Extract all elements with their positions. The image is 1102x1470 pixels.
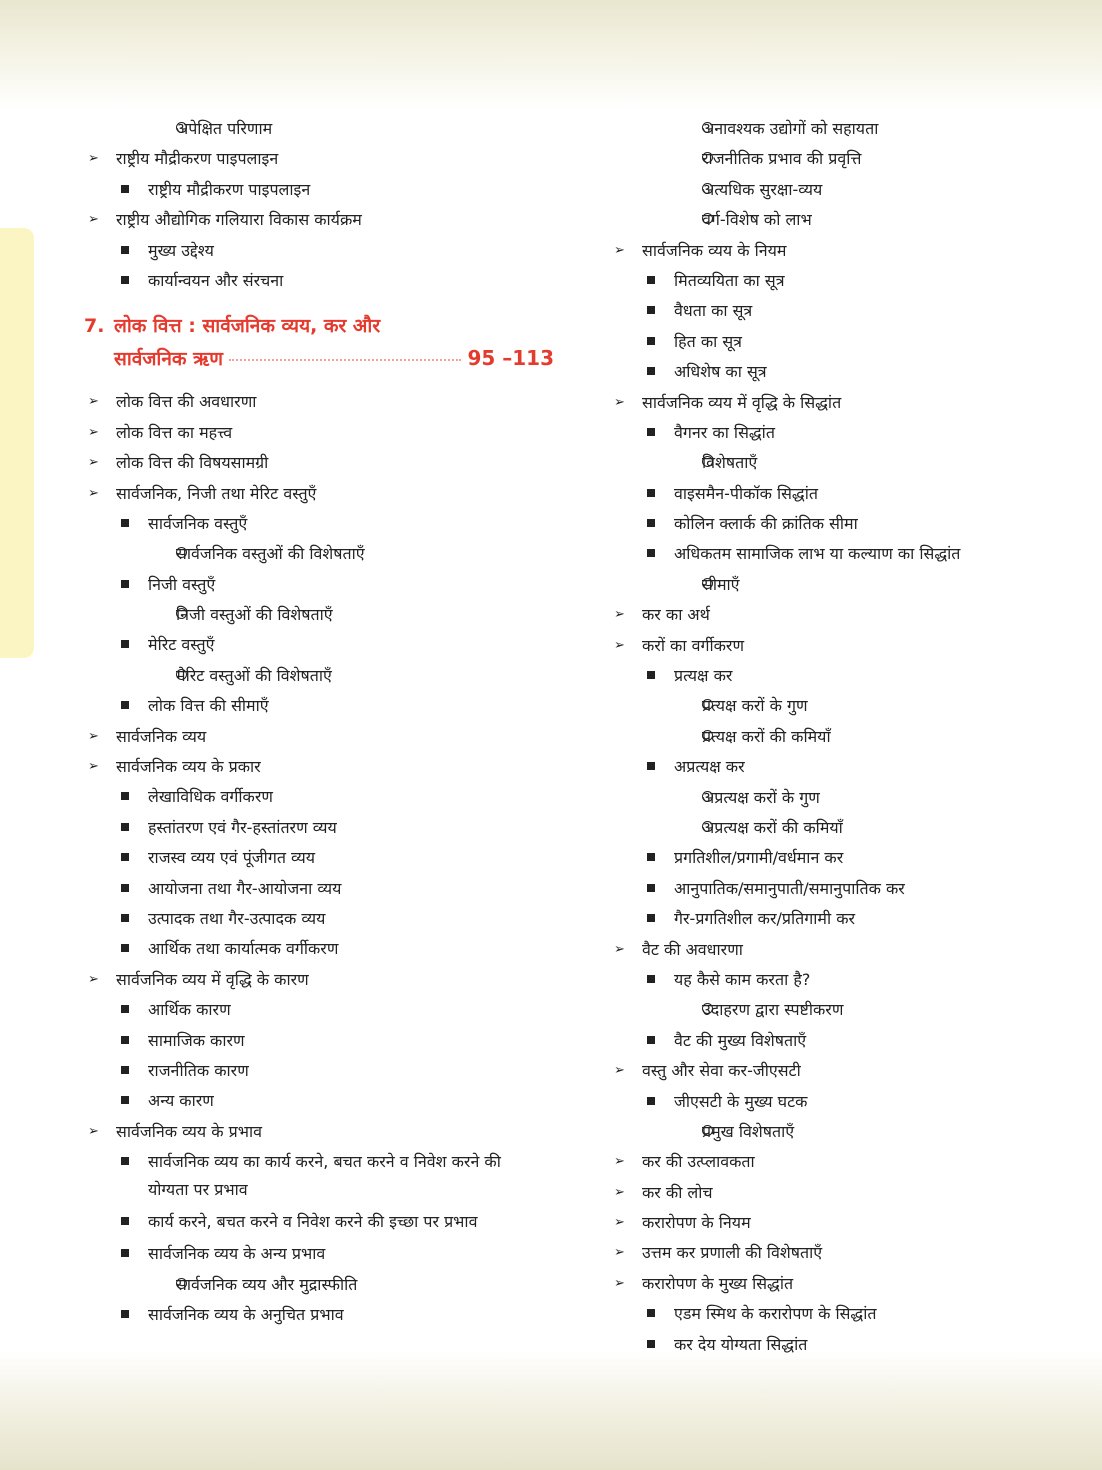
toc-text: सार्वजनिक व्यय के अनुचित प्रभाव xyxy=(148,1304,344,1324)
toc-text: वस्तु और सेवा कर-जीएसटी xyxy=(642,1061,801,1081)
toc-text: मेरिट वस्तुओं की विशेषताएँ xyxy=(176,665,332,685)
square-bullet-icon xyxy=(121,630,129,660)
toc-text: कार्य करने, बचत करने व निवेश करने की इच्छा पर प्रभाव xyxy=(148,1212,478,1232)
toc-subtopic[interactable] xyxy=(84,813,554,843)
chapter-title-line2-row xyxy=(84,342,554,375)
toc-text: जीएसटी के मुख्य घटक xyxy=(674,1091,808,1111)
square-bullet-icon xyxy=(647,418,655,448)
toc-subtopic[interactable] xyxy=(610,904,1030,934)
toc-text: सार्वजनिक वस्तुएँ xyxy=(148,513,248,533)
toc-subsubtopic[interactable] xyxy=(610,1117,1030,1147)
toc-topic[interactable] xyxy=(610,1238,1030,1268)
square-bullet-icon xyxy=(647,752,655,782)
toc-topic[interactable] xyxy=(84,418,554,448)
square-bullet-icon xyxy=(647,1330,655,1360)
toc-text: एडम स्मिथ के करारोपण के सिद्धांत xyxy=(674,1304,877,1324)
toc-topic[interactable] xyxy=(610,935,1030,965)
toc-text: प्रत्यक्ष कर xyxy=(674,666,733,686)
toc-text: वैट की अवधारणा xyxy=(642,939,743,959)
toc-subtopic[interactable] xyxy=(610,357,1030,387)
toc-text: सार्वजनिक व्यय के प्रभाव xyxy=(116,1121,263,1141)
toc-text: सार्वजनिक व्यय के अन्य प्रभाव xyxy=(148,1244,326,1264)
toc-topic[interactable] xyxy=(610,631,1030,661)
arrow-bullet-icon: ➢ xyxy=(88,394,99,410)
toc-subsubtopic[interactable] xyxy=(84,600,554,630)
square-bullet-icon xyxy=(647,296,655,326)
toc-subtopic[interactable] xyxy=(610,752,1030,782)
arrow-bullet-icon: ➢ xyxy=(88,759,99,775)
square-bullet-icon xyxy=(121,995,129,1025)
square-bullet-icon xyxy=(647,1026,655,1056)
chapter-title-line1: लोक वित्त : सार्वजनिक व्यय, कर और xyxy=(114,315,381,338)
toc-subsubtopic[interactable] xyxy=(610,722,1030,752)
toc-text: अधिशेष का सूत्र xyxy=(674,362,767,382)
toc-text: लोक वित्त की सीमाएँ xyxy=(148,696,269,716)
toc-subtopic[interactable] xyxy=(84,1056,554,1086)
arrow-bullet-icon: ➢ xyxy=(88,1123,99,1139)
toc-text: सार्वजनिक वस्तुओं की विशेषताएँ xyxy=(176,544,365,564)
toc-topic[interactable] xyxy=(84,448,554,478)
arrow-bullet-icon: ➢ xyxy=(614,637,625,653)
toc-text: सामाजिक कारण xyxy=(148,1030,245,1050)
toc-subtopic[interactable] xyxy=(610,539,1030,569)
toc-text: करारोपण के मुख्य सिद्धांत xyxy=(642,1273,794,1293)
arrow-bullet-icon: ➢ xyxy=(614,242,625,258)
chapter-number: 7. xyxy=(84,315,105,338)
toc-topic[interactable] xyxy=(610,236,1030,266)
toc-topic[interactable] xyxy=(610,600,1030,630)
toc-text: सार्वजनिक व्यय में वृद्धि के कारण xyxy=(116,969,309,989)
toc-text: राष्ट्रीय मौद्रीकरण पाइपलाइन xyxy=(148,179,311,199)
arrow-bullet-icon: ➢ xyxy=(614,1245,625,1261)
toc-subtopic[interactable] xyxy=(84,1147,554,1207)
arrow-bullet-icon: ➢ xyxy=(614,607,625,623)
toc-subtopic[interactable] xyxy=(84,1026,554,1056)
toc-text: राजनीतिक प्रभाव की प्रवृत्ति xyxy=(702,149,862,169)
toc-text: निजी वस्तुओं की विशेषताएँ xyxy=(176,605,333,625)
left-list-before xyxy=(84,114,554,296)
arrow-bullet-icon: ➢ xyxy=(614,1154,625,1170)
square-bullet-icon xyxy=(121,874,129,904)
toc-text: अपेक्षित परिणाम xyxy=(176,119,273,138)
arrow-bullet-icon: ➢ xyxy=(614,1184,625,1200)
square-bullet-icon xyxy=(121,691,129,721)
toc-subtopic[interactable] xyxy=(84,509,554,539)
page-footer-band xyxy=(0,1350,1102,1470)
chapter-title-line2: सार्वजनिक ऋण xyxy=(114,348,224,371)
toc-text: उत्पादक तथा गैर-उत्पादक व्यय xyxy=(148,908,326,928)
toc-text: वर्ग-विशेष को लाभ xyxy=(702,210,812,230)
square-bullet-icon xyxy=(121,1056,129,1086)
toc-text: लोक वित्त की विषयसामग्री xyxy=(116,453,269,473)
toc-text: वाइसमैन-पीकॉक सिद्धांत xyxy=(674,483,818,503)
square-bullet-icon xyxy=(647,904,655,934)
square-bullet-icon xyxy=(647,479,655,509)
toc-text: प्रगतिशील/प्रगामी/वर्धमान कर xyxy=(674,848,844,868)
toc-text: प्रत्यक्ष करों के गुण xyxy=(702,696,808,716)
square-bullet-icon xyxy=(121,1086,129,1116)
toc-subtopic[interactable] xyxy=(84,175,554,205)
toc-text: करारोपण के नियम xyxy=(642,1213,751,1233)
toc-text: सार्वजनिक व्यय के प्रकार xyxy=(116,757,261,777)
toc-text: आनुपातिक/समानुपाती/समानुपातिक कर xyxy=(674,878,905,898)
toc-subtopic[interactable] xyxy=(84,266,554,296)
square-bullet-icon xyxy=(121,1300,129,1330)
left-list-after xyxy=(84,387,554,1330)
toc-text: मितव्ययिता का सूत्र xyxy=(674,270,785,290)
arrow-bullet-icon: ➢ xyxy=(88,728,99,744)
toc-subtopic[interactable] xyxy=(84,874,554,904)
toc-text: हस्तांतरण एवं गैर-हस्तांतरण व्यय xyxy=(148,817,337,837)
square-bullet-icon xyxy=(121,782,129,812)
page-header-band xyxy=(0,0,1102,110)
toc-subtopic[interactable] xyxy=(610,843,1030,873)
toc-topic[interactable] xyxy=(610,1208,1030,1238)
toc-topic[interactable] xyxy=(610,1056,1030,1086)
toc-subtopic[interactable] xyxy=(84,843,554,873)
toc-subtopic[interactable] xyxy=(610,1026,1030,1056)
square-bullet-icon xyxy=(647,1299,655,1329)
toc-subsubtopic[interactable] xyxy=(84,1270,554,1300)
toc-text: वैट की मुख्य विशेषताएँ xyxy=(674,1030,807,1050)
square-bullet-icon xyxy=(121,813,129,843)
right-list xyxy=(610,114,1030,1360)
square-bullet-icon xyxy=(121,570,129,600)
toc-topic[interactable] xyxy=(610,1147,1030,1177)
toc-text: सार्वजनिक व्यय xyxy=(116,726,207,746)
square-bullet-icon xyxy=(647,661,655,691)
toc-topic[interactable] xyxy=(84,479,554,509)
square-bullet-icon xyxy=(121,1147,129,1177)
toc-subtopic[interactable] xyxy=(610,1330,1030,1360)
toc-text: प्रत्यक्ष करों की कमियाँ xyxy=(702,726,831,746)
toc-subsubtopic[interactable] xyxy=(84,114,554,144)
toc-text: आयोजना तथा गैर-आयोजना व्यय xyxy=(148,878,342,898)
toc-topic[interactable] xyxy=(84,965,554,995)
toc-subsubtopic[interactable] xyxy=(610,175,1030,205)
square-bullet-icon xyxy=(647,965,655,995)
toc-subtopic[interactable] xyxy=(610,327,1030,357)
toc-subtopic[interactable] xyxy=(84,1207,554,1239)
toc-text: कर देय योग्यता सिद्धांत xyxy=(674,1334,808,1354)
toc-text: राष्ट्रीय औद्योगिक गलियारा विकास कार्यक्रम xyxy=(116,210,362,230)
toc-text: अप्रत्यक्ष करों की कमियाँ xyxy=(702,817,843,837)
toc-subtopic[interactable] xyxy=(84,570,554,600)
toc-text: आर्थिक तथा कार्यात्मक वर्गीकरण xyxy=(148,939,339,959)
toc-text: वैगनर का सिद्धांत xyxy=(674,422,775,442)
toc-text: सार्वजनिक व्यय का कार्य करने, बचत करने व निवेश करने की योग्यता पर प्रभाव xyxy=(148,1152,501,1200)
toc-topic[interactable] xyxy=(610,388,1030,418)
toc-text: उदाहरण द्वारा स्पष्टीकरण xyxy=(702,1000,844,1020)
toc-text: निजी वस्तुएँ xyxy=(148,574,216,594)
toc-subtopic[interactable] xyxy=(84,630,554,660)
toc-text: कर की लोच xyxy=(642,1182,713,1202)
toc-subtopic[interactable] xyxy=(610,1299,1030,1329)
dot-leader xyxy=(229,359,461,361)
toc-topic[interactable] xyxy=(84,205,554,235)
toc-subtopic[interactable] xyxy=(610,874,1030,904)
toc-text: यह कैसे काम करता है? xyxy=(674,969,811,989)
toc-subsubtopic[interactable] xyxy=(610,570,1030,600)
arrow-bullet-icon: ➢ xyxy=(614,394,625,410)
square-bullet-icon xyxy=(121,904,129,934)
toc-text: अप्रत्यक्ष करों के गुण xyxy=(702,787,820,807)
toc-text: सार्वजनिक व्यय में वृद्धि के सिद्धांत xyxy=(642,392,842,412)
arrow-bullet-icon: ➢ xyxy=(614,1215,625,1231)
toc-subsubtopic[interactable] xyxy=(610,205,1030,235)
toc-subtopic[interactable] xyxy=(84,904,554,934)
side-tab-marker xyxy=(0,228,34,658)
toc-text: राजस्व व्यय एवं पूंजीगत व्यय xyxy=(148,848,316,868)
toc-text: करों का वर्गीकरण xyxy=(642,635,745,655)
toc-subtopic[interactable] xyxy=(610,479,1030,509)
toc-subtopic[interactable] xyxy=(610,661,1030,691)
toc-topic[interactable] xyxy=(610,1269,1030,1299)
toc-subtopic[interactable] xyxy=(84,995,554,1025)
toc-topic[interactable] xyxy=(84,722,554,752)
toc-subsubtopic[interactable] xyxy=(610,783,1030,813)
square-bullet-icon xyxy=(121,266,129,296)
left-column xyxy=(84,114,554,1330)
toc-text: लोक वित्त का महत्त्व xyxy=(116,422,233,442)
toc-subtopic[interactable] xyxy=(84,1239,554,1269)
toc-text: राष्ट्रीय मौद्रीकरण पाइपलाइन xyxy=(116,149,279,169)
right-column xyxy=(610,114,1030,1360)
square-bullet-icon xyxy=(647,539,655,569)
toc-text: अत्यधिक सुरक्षा-व्यय xyxy=(702,179,823,199)
toc-subsubtopic[interactable] xyxy=(610,114,1030,144)
toc-text: अप्रत्यक्ष कर xyxy=(674,757,745,777)
toc-text: कर का अर्थ xyxy=(642,605,710,625)
square-bullet-icon xyxy=(121,175,129,205)
chapter-page-range: 95 –113 xyxy=(467,346,554,371)
chapter-heading[interactable] xyxy=(84,310,554,375)
square-bullet-icon xyxy=(647,874,655,904)
toc-text: सार्वजनिक व्यय और मुद्रास्फीति xyxy=(176,1274,358,1294)
toc-subsubtopic[interactable] xyxy=(610,813,1030,843)
square-bullet-icon xyxy=(121,843,129,873)
toc-text: सीमाएँ xyxy=(702,574,740,594)
toc-subtopic[interactable] xyxy=(84,236,554,266)
toc-subtopic[interactable] xyxy=(84,934,554,964)
toc-subtopic[interactable] xyxy=(84,691,554,721)
arrow-bullet-icon: ➢ xyxy=(614,1063,625,1079)
toc-subsubtopic[interactable] xyxy=(610,144,1030,174)
toc-text: राजनीतिक कारण xyxy=(148,1060,249,1080)
toc-text: गैर-प्रगतिशील कर/प्रतिगामी कर xyxy=(674,909,856,929)
toc-topic[interactable] xyxy=(84,752,554,782)
toc-subtopic[interactable] xyxy=(84,1300,554,1330)
square-bullet-icon xyxy=(647,266,655,296)
toc-subtopic[interactable] xyxy=(84,1086,554,1116)
toc-text: अन्य कारण xyxy=(148,1091,214,1111)
arrow-bullet-icon: ➢ xyxy=(614,941,625,957)
square-bullet-icon xyxy=(121,934,129,964)
toc-subsubtopic[interactable] xyxy=(610,448,1030,478)
toc-text: अनावश्यक उद्योगों को सहायता xyxy=(702,119,879,138)
toc-topic[interactable] xyxy=(610,1178,1030,1208)
square-bullet-icon xyxy=(121,1207,129,1237)
toc-subtopic[interactable] xyxy=(610,296,1030,326)
toc-text: लेखाविधिक वर्गीकरण xyxy=(148,787,273,807)
arrow-bullet-icon: ➢ xyxy=(614,1275,625,1291)
square-bullet-icon xyxy=(647,509,655,539)
arrow-bullet-icon: ➢ xyxy=(88,455,99,471)
toc-text: हित का सूत्र xyxy=(674,331,743,351)
toc-text: कर की उत्प्लावकता xyxy=(642,1152,755,1172)
toc-text: लोक वित्त की अवधारणा xyxy=(116,392,257,412)
toc-subtopic[interactable] xyxy=(84,782,554,812)
toc-text: उत्तम कर प्रणाली की विशेषताएँ xyxy=(642,1243,823,1263)
toc-text: मेरिट वस्तुएँ xyxy=(148,635,215,655)
toc-text: कोलिन क्लार्क की क्रांतिक सीमा xyxy=(674,514,858,534)
toc-subsubtopic[interactable] xyxy=(84,539,554,569)
toc-text: सार्वजनिक, निजी तथा मेरिट वस्तुएँ xyxy=(116,483,317,503)
toc-text: वैधता का सूत्र xyxy=(674,301,753,321)
arrow-bullet-icon: ➢ xyxy=(88,151,99,167)
arrow-bullet-icon: ➢ xyxy=(88,485,99,501)
toc-text: प्रमुख विशेषताएँ xyxy=(702,1121,795,1141)
square-bullet-icon xyxy=(121,509,129,539)
toc-subtopic[interactable] xyxy=(610,266,1030,296)
toc-subsubtopic[interactable] xyxy=(610,691,1030,721)
square-bullet-icon xyxy=(647,327,655,357)
toc-subsubtopic[interactable] xyxy=(84,661,554,691)
square-bullet-icon xyxy=(647,357,655,387)
toc-text: अधिकतम सामाजिक लाभ या कल्याण का सिद्धांत xyxy=(674,544,961,564)
toc-text: विशेषताएँ xyxy=(702,453,758,473)
toc-subtopic[interactable] xyxy=(610,418,1030,448)
arrow-bullet-icon: ➢ xyxy=(88,212,99,228)
toc-text: कार्यान्वयन और संरचना xyxy=(148,270,284,290)
arrow-bullet-icon: ➢ xyxy=(88,424,99,440)
toc-subtopic[interactable] xyxy=(610,965,1030,995)
toc-text: आर्थिक कारण xyxy=(148,1000,231,1020)
square-bullet-icon xyxy=(121,236,129,266)
toc-topic[interactable] xyxy=(84,387,554,417)
toc-topic[interactable] xyxy=(84,1117,554,1147)
square-bullet-icon xyxy=(121,1239,129,1269)
toc-subtopic[interactable] xyxy=(610,509,1030,539)
square-bullet-icon xyxy=(121,1026,129,1056)
toc-text: मुख्य उद्देश्य xyxy=(148,240,214,260)
square-bullet-icon xyxy=(647,1087,655,1117)
toc-topic[interactable] xyxy=(84,144,554,174)
toc-text: सार्वजनिक व्यय के नियम xyxy=(642,240,787,260)
arrow-bullet-icon: ➢ xyxy=(88,971,99,987)
toc-subsubtopic[interactable] xyxy=(610,995,1030,1025)
square-bullet-icon xyxy=(647,843,655,873)
toc-subtopic[interactable] xyxy=(610,1087,1030,1117)
